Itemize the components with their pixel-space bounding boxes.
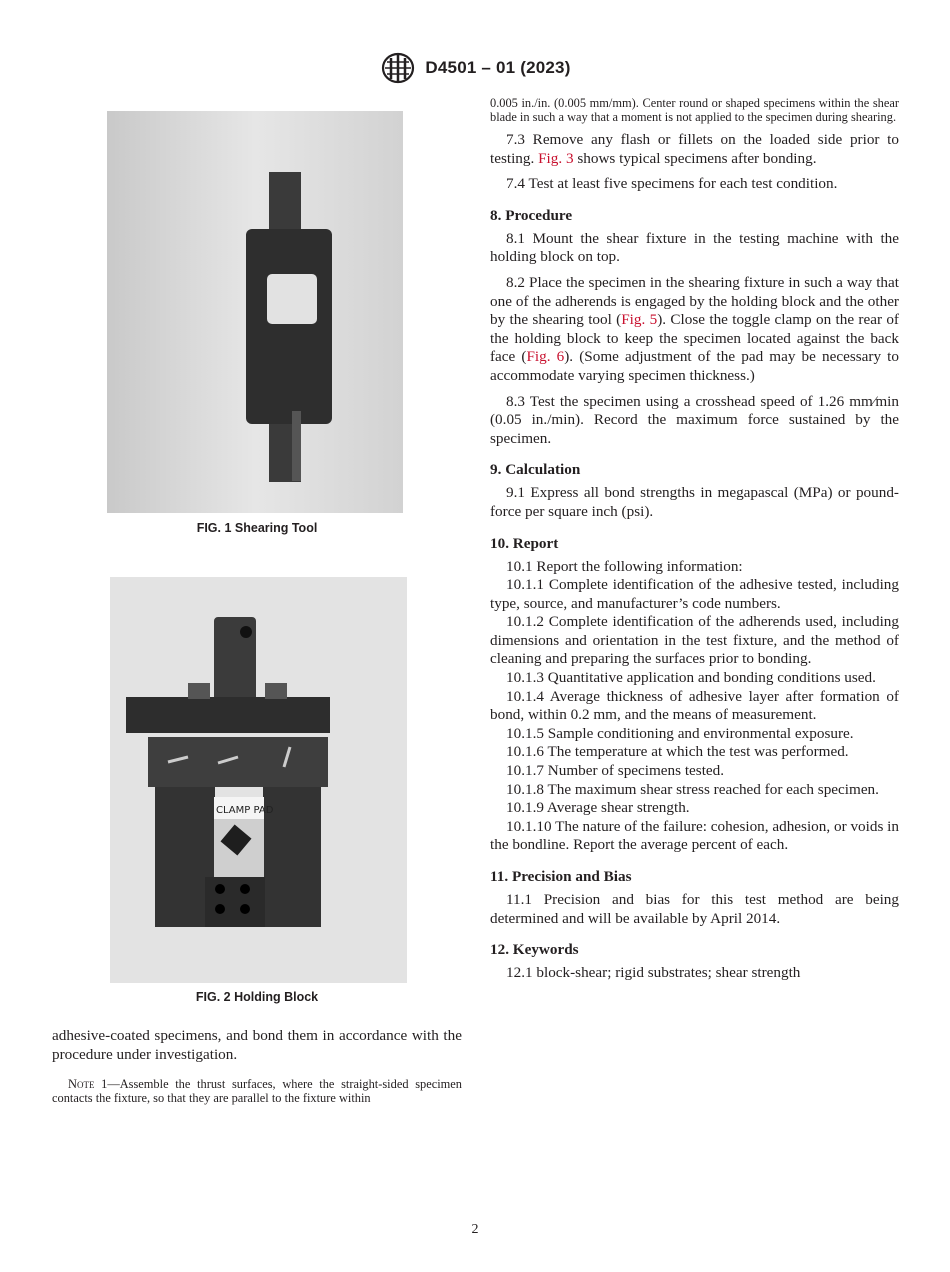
section-10-1-7: 10.1.7 Number of specimens tested.	[506, 762, 725, 780]
document-id: D4501 – 01 (2023)	[425, 58, 571, 77]
section-9-1: 9.1 Express all bond strengths in megapascal (MPa) or pound-force per square inch (psi).	[490, 484, 899, 520]
section-10-1-2: 10.1.2 Complete identification of the adherends used, including dimensions and orientation in the test fixture, and the method of cleaning and preparing the surfaces prior to bonding.	[490, 613, 899, 668]
section-10-1-3: 10.1.3 Quantitative application and bonding conditions used.	[506, 669, 876, 687]
heading-report: 10. Report	[490, 534, 559, 552]
fig-3-link[interactable]: Fig. 3	[538, 149, 574, 167]
clamp-pad-label: CLAMP PAD	[216, 805, 274, 816]
section-11-1: 11.1 Precision and bias for this test method are being determined and will be available by April 2014.	[490, 891, 899, 927]
heading-calculation: 9. Calculation	[490, 461, 581, 479]
figure-1-photo	[107, 111, 403, 513]
fig-6-link[interactable]: Fig. 6	[526, 348, 565, 366]
page-number: 2	[471, 1222, 479, 1237]
fig-5-link[interactable]: Fig. 5	[621, 311, 658, 329]
section-10-1: 10.1 Report the following information:	[506, 557, 743, 575]
section-10-1-1: 10.1.1 Complete identification of the adhesive tested, including type, source, and manufacturer’s code numbers.	[490, 576, 899, 612]
section-8-2: 8.2 Place the specimen in the shearing fixture in such a way that one of the adherends is engaged by the holding block and the other by the shearing tool (Fig. 5). Close the toggle clamp on the rear of the holding block to keep the specimen located against the back face (Fig. 6). (Some adjustment of the pad may be necessary to accommodate varying specimen thickness.)	[490, 273, 899, 384]
note-text: —Assemble the thrust surfaces, where the straight-sided specimen contacts the fixture, so that they are parallel to the fixture within	[52, 1077, 462, 1105]
astm-logo-icon	[379, 52, 417, 84]
section-8-1: 8.1 Mount the shear fixture in the testing machine with the holding block on top.	[490, 229, 899, 266]
section-10-1-10: 10.1.10 The nature of the failure: cohesion, adhesion, or voids in the bondline. Report the average percent of each.	[490, 817, 899, 854]
figure-1-caption: FIG. 1 Shearing Tool	[196, 521, 318, 535]
section-10-1-4: 10.1.4 Average thickness of adhesive layer after formation of bond, within 0.2 mm, and the means of measurement.	[490, 687, 899, 724]
section-10-1-5: 10.1.5 Sample conditioning and environmental exposure.	[506, 724, 854, 742]
section-7-4: 7.4 Test at least five specimens for each test condition.	[506, 175, 838, 193]
left-column-text	[52, 1027, 462, 1064]
paragraph-continuation: adhesive-coated specimens, and bond them in accordance with the procedure under investigation.	[52, 1027, 462, 1063]
section-10-1-8: 10.1.8 The maximum shear stress reached for each specimen.	[506, 780, 879, 798]
page-header	[0, 52, 950, 84]
section-10-1-6: 10.1.6 The temperature at which the test was performed.	[506, 743, 849, 761]
section-8-3: 8.3 Test the specimen using a crosshead speed of 1.26 mm⁄min (0.05 in./min). Record the maximum force sustained by the specimen.	[490, 392, 899, 447]
heading-procedure: 8. Procedure	[490, 206, 573, 224]
section-10-1-9: 10.1.9 Average shear strength.	[506, 799, 690, 817]
section-7-3: 7.3 Remove any flash or fillets on the loaded side prior to testing. Fig. 3 shows typical specimens after bonding.	[490, 131, 899, 167]
note-1	[52, 1077, 462, 1105]
heading-precision-and-bias: 11. Precision and Bias	[490, 868, 632, 885]
right-column	[490, 96, 899, 983]
figure-2-photo	[110, 577, 407, 983]
note-label: Note 1	[68, 1077, 108, 1091]
section-12-1: 12.1 block-shear; rigid substrates; shear strength	[506, 964, 801, 982]
figure-2-caption: FIG. 2 Holding Block	[195, 990, 319, 1004]
heading-keywords: 12. Keywords	[490, 941, 579, 959]
section-7-2-continuation: 0.005 in./in. (0.005 mm/mm). Center round or shaped specimens within the shear blade in such a way that a moment is not applied to the specimen during shearing.	[490, 96, 899, 124]
